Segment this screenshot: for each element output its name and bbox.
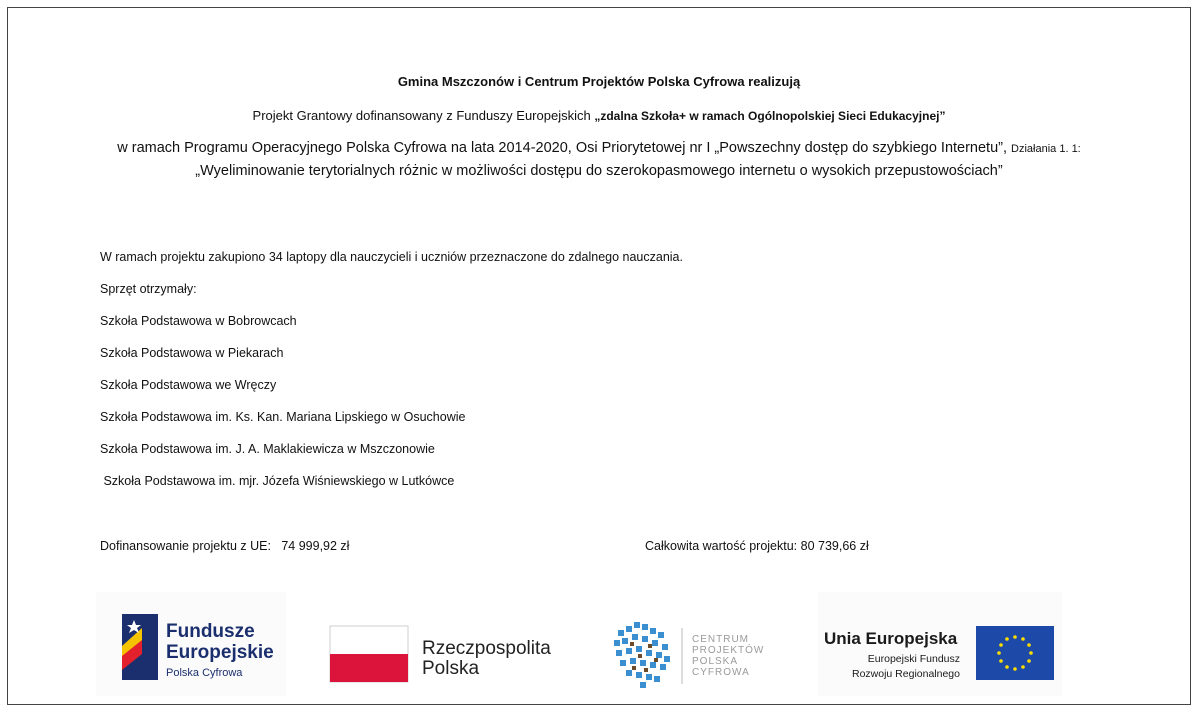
svg-text:Fundusze: Fundusze xyxy=(166,621,255,642)
school-item: Szkoła Podstawowa w Bobrowcach xyxy=(100,314,297,328)
svg-text:CYFROWA: CYFROWA xyxy=(692,667,750,678)
svg-text:Europejskie: Europejskie xyxy=(166,642,274,663)
svg-text:Europejski Fundusz: Europejski Fundusz xyxy=(867,653,960,665)
unia-europejska-logo xyxy=(818,592,1062,696)
program-paragraph xyxy=(68,137,1130,182)
svg-text:Rozwoju Regionalnego: Rozwoju Regionalnego xyxy=(852,668,960,680)
school-item: Szkoła Podstawowa im. mjr. Józefa Wiśniewskiego w Lutkówce xyxy=(100,474,455,488)
received-label: Sprzęt otrzymały: xyxy=(100,282,197,296)
eu-flag-icon xyxy=(818,592,1062,696)
svg-text:Polska: Polska xyxy=(422,658,480,679)
svg-text:PROJEKTÓW: PROJEKTÓW xyxy=(692,645,765,656)
eu-funding-amount: Dofinansowanie projektu z UE: 74 999,92 zł xyxy=(100,539,350,553)
fundusze-europejskie-logo xyxy=(96,592,286,696)
grant-line xyxy=(8,108,1190,123)
svg-text:CENTRUM: CENTRUM xyxy=(692,634,749,645)
svg-text:Unia Europejska: Unia Europejska xyxy=(824,629,958,648)
school-item: Szkoła Podstawowa im. Ks. Kan. Mariana Lipskiego w Osuchowie xyxy=(100,410,466,424)
page-title: Gmina Mszczonów i Centrum Projektów Polska Cyfrowa realizują xyxy=(397,74,801,89)
school-item: Szkoła Podstawowa im. J. A. Maklakiewicza w Mszczonowie xyxy=(100,442,435,456)
cppc-emblem-icon xyxy=(604,592,774,696)
fe-emblem-icon xyxy=(96,592,286,696)
total-project-value: Całkowita wartość projektu: 80 739,66 zł xyxy=(645,539,869,553)
cppc-logo xyxy=(604,592,774,696)
intro-text: W ramach projektu zakupiono 34 laptopy dla nauczycieli i uczniów przeznaczone do zdalnego nauczania. xyxy=(100,250,683,264)
svg-text:Polska Cyfrowa: Polska Cyfrowa xyxy=(166,667,243,679)
svg-text:Rzeczpospolita: Rzeczpospolita xyxy=(422,638,551,659)
school-item: Szkoła Podstawowa we Wręczy xyxy=(100,378,277,392)
document-page xyxy=(7,7,1191,705)
program-measure: Działania 1. 1: xyxy=(1011,143,1081,155)
grant-name: „zdalna Szkoła+ w ramach Ogólnopolskiej Sieci Edukacyjnej” xyxy=(594,109,946,123)
program-text-1: w ramach Programu Operacyjnego Polska Cyfrowa na lata 2014-2020, Osi Priorytetowej nr I „Powszechny dostęp do szybkiego Internetu”, xyxy=(117,140,1012,156)
svg-text:POLSKA: POLSKA xyxy=(692,656,739,667)
grant-prefix: Projekt Grantowy dofinansowany z Funduszy Europejskich xyxy=(252,108,595,123)
logo-strip xyxy=(96,592,1062,696)
polish-flag-icon xyxy=(328,592,556,696)
rzeczpospolita-polska-logo xyxy=(328,592,556,696)
school-item: Szkoła Podstawowa w Piekarach xyxy=(100,346,284,360)
program-text-2: „Wyeliminowanie terytorialnych różnic w możliwości dostępu do szerokopasmowego internetu o wysokich przepustowościach” xyxy=(195,163,1003,179)
